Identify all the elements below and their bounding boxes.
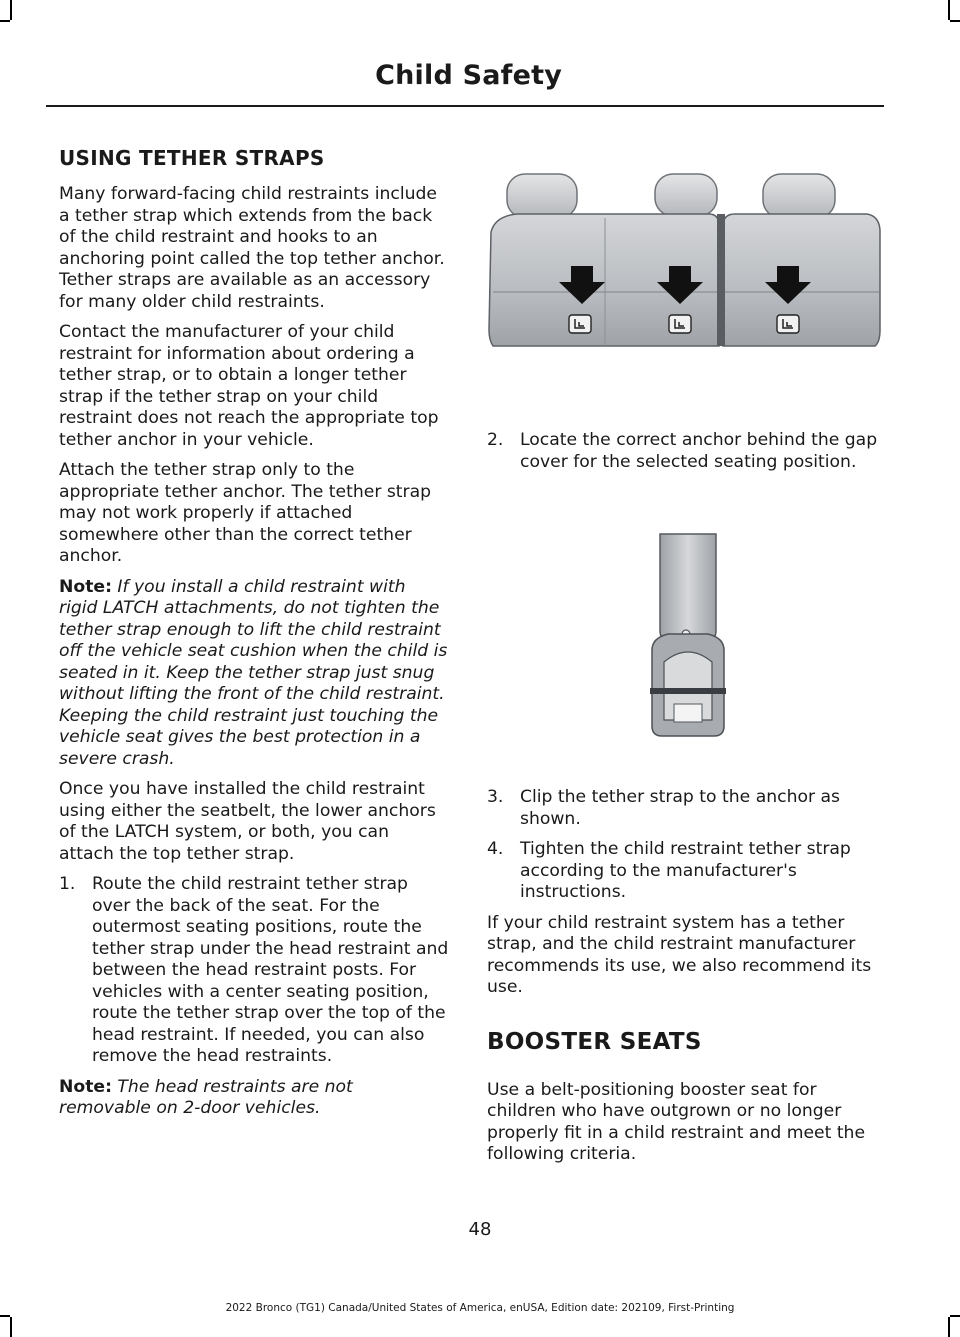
step-text: Locate the correct anchor behind the gap cover for the selected seating position.: [520, 430, 878, 472]
right-column-upper: [487, 430, 883, 482]
step-text: Clip the tether strap to the anchor as shown.: [520, 787, 840, 829]
section-heading-tether-straps: USING TETHER STRAPS: [59, 146, 325, 170]
crop-mark: [950, 20, 960, 22]
headrest-icon: [507, 174, 835, 218]
crop-mark: [0, 1315, 10, 1317]
footer-edition: 2022 Bronco (TG1) Canada/United States of America, enUSA, Edition date: 202109, First-Printing: [225, 1302, 735, 1314]
right-column-lower: [487, 787, 883, 1175]
page-title: Child Safety: [375, 60, 562, 91]
paragraph: Once you have installed the child restraint using either the seatbelt, the lower anchors of the LATCH system, or both, you can attach the top tether strap.: [59, 779, 436, 864]
note-text: If you install a child restraint with rigid LATCH attachments, do not tighten the tether strap enough to lift the child restraint off the vehicle seat cushion when the child is seated in it. Keep the tether strap just snug without lifting the front of the child restraint. Keeping the child restraint just touching the vehicle seat gives the best protection in a severe crash.: [59, 576, 448, 769]
note-label: Note:: [59, 1076, 112, 1097]
step-number: 1.: [59, 874, 76, 894]
note-rigid-latch: [59, 577, 449, 771]
paragraph: If your child restraint system has a tether strap, and the child restraint manufacturer recommends its use, we also recommend its use.: [487, 912, 872, 997]
paragraph: Contact the manufacturer of your child restraint for information about ordering a tether strap, or to obtain a longer tether strap if the tether strap on your child restraint does not reach the appropriate top tether anchor in your vehicle.: [59, 322, 439, 450]
tether-clip-svg: [638, 530, 738, 740]
crop-mark: [950, 1315, 960, 1317]
step-number: 2.: [487, 430, 504, 450]
rear-seat-svg: [487, 170, 883, 354]
section-heading-booster-seats: BOOSTER SEATS: [487, 1028, 702, 1055]
crop-mark: [0, 20, 10, 22]
step-text: Tighten the child restraint tether strap according to the manufacturer's instructions.: [520, 839, 851, 902]
paragraph: Many forward-facing child restraints include a tether strap which extends from the back of the child restraint and hooks to an anchoring point called the top tether anchor. Tether straps are available as an accessory for many older child restraints.: [59, 184, 445, 312]
step-4: [487, 839, 883, 904]
note-head-restraints: [59, 1077, 449, 1120]
page-number: 48: [468, 1219, 492, 1240]
step-2: [487, 430, 883, 473]
tether-clip-illustration: [638, 530, 738, 740]
crop-mark: [948, 0, 950, 20]
step-number: 3.: [487, 787, 504, 807]
rear-seat-illustration: [487, 170, 883, 354]
note-text: The head restraints are not removable on 2-door vehicles.: [59, 1076, 353, 1118]
paragraph: Attach the tether strap only to the appropriate tether anchor. The tether strap may not work properly if attached somewhere other than the correct tether anchor.: [59, 460, 432, 566]
note-label: Note:: [59, 576, 112, 597]
step-number: 4.: [487, 839, 504, 859]
step-text: Route the child restraint tether strap over the back of the seat. For the outermost seating positions, route the tether strap under the head restraint and between the head restraint posts. For vehicles with a center seating position, route the tether strap over the top of the head restraint. If needed, you can also remove the head restraints.: [92, 874, 449, 1066]
step-1: [59, 874, 449, 1068]
step-3: [487, 787, 883, 830]
crop-mark: [10, 0, 12, 20]
crop-mark: [948, 1317, 950, 1337]
paragraph: Use a belt-positioning booster seat for children who have outgrown or no longer properly fit in a child restraint and meet the following criteria.: [487, 1079, 866, 1164]
crop-mark: [10, 1317, 12, 1337]
header-divider: [46, 105, 884, 107]
left-column: [59, 146, 449, 1129]
